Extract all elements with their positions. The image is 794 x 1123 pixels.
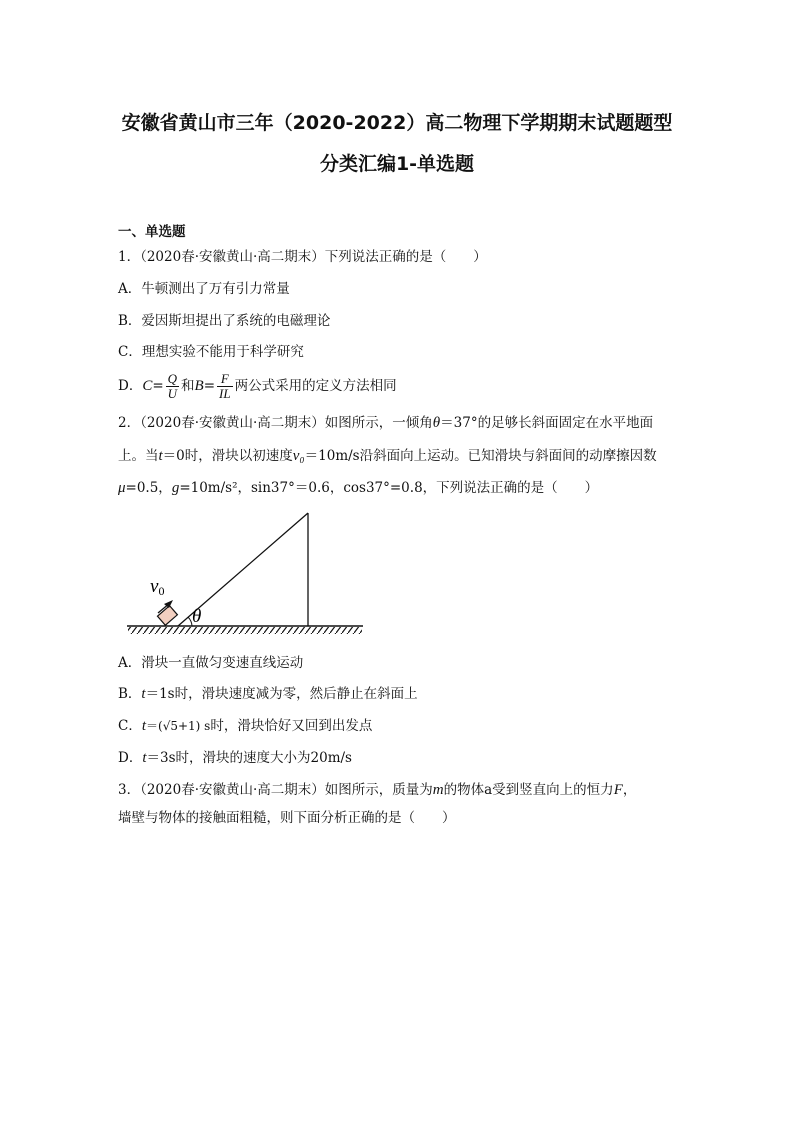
text: =0.5， xyxy=(125,480,172,496)
text: 3．（2020春·安徽黄山·高二期末）如图所示，质量为 xyxy=(118,782,433,798)
var-f: F xyxy=(613,782,623,798)
var-g: g xyxy=(171,480,180,496)
option-prefix: B． xyxy=(118,686,142,702)
var-v0: v₀ xyxy=(292,448,305,464)
option-prefix: D． xyxy=(118,750,143,766)
numerator: F xyxy=(217,372,233,387)
time-expression: ＝(√5+1) s xyxy=(146,719,211,733)
text: ＝0时，滑块以初速度 xyxy=(162,448,293,464)
var-b: B xyxy=(194,378,204,394)
text: ＝10m/s沿斜面向上运动。已知滑块与斜面间的动摩擦因数 xyxy=(304,448,657,464)
option-prefix: C． xyxy=(118,718,142,734)
velocity-label: v0 xyxy=(150,576,165,598)
option-text: 时，滑块恰好又回到出发点 xyxy=(210,718,373,734)
denominator: IL xyxy=(219,386,231,401)
q1-option-d: D．C= $\frac{Q}{U}$ 和B= $\frac{F}{IL}$ 两公式采用的定义方法相同 xyxy=(118,371,397,401)
q1-option-a: A．牛顿测出了万有引力常量 xyxy=(118,281,290,297)
q3-stem-line1 xyxy=(118,781,636,799)
fraction-f-il xyxy=(217,372,233,401)
denominator: U xyxy=(167,386,178,401)
text: 2．（2020春·安徽黄山·高二期末）如图所示，一倾角 xyxy=(118,415,433,431)
text: ， xyxy=(622,782,637,798)
option-text: 两公式采用的定义方法相同 xyxy=(234,378,397,394)
q2-option-c xyxy=(118,717,372,735)
document-title-line2: 分类汇编1-单选题 xyxy=(319,153,475,175)
conj: 和 xyxy=(181,378,195,394)
var-mu: μ xyxy=(118,480,126,496)
var-c: C xyxy=(142,378,153,394)
q2-stem-line3 xyxy=(118,479,598,497)
q1-option-b: B．爱因斯坦提出了系统的电磁理论 xyxy=(118,313,331,329)
q2-option-d xyxy=(118,749,352,767)
q1-stem: 1．（2020春·安徽黄山·高二期末）下列说法正确的是（ ） xyxy=(118,249,487,265)
option-prefix: D． xyxy=(118,378,143,394)
var-t: t xyxy=(142,750,147,766)
var-theta: θ xyxy=(432,415,441,431)
q1-option-c: C．理想实验不能用于科学研究 xyxy=(118,344,304,360)
var-m: m xyxy=(432,782,444,798)
text: ＝37°的足够长斜面固定在水平地面 xyxy=(440,415,654,431)
option-text: ＝3s时，滑块的速度大小为20m/s xyxy=(146,750,352,766)
slider-block xyxy=(157,606,177,626)
document-title-line1: 安徽省黄山市三年（2020-2022）高二物理下学期期末试题题型 xyxy=(121,112,673,134)
fraction-q-u xyxy=(166,372,179,401)
section-heading: 一、单选题 xyxy=(118,224,186,240)
option-text: ＝1s时，滑块速度减为零，然后静止在斜面上 xyxy=(145,686,418,702)
text: =10m/s²，sin37°＝0.6，cos37°=0.8，下列说法正确的是（ ） xyxy=(179,480,599,496)
text: 上。当 xyxy=(118,448,159,464)
angle-label: θ xyxy=(192,606,202,627)
q2-option-a: A．滑块一直做匀变速直线运动 xyxy=(118,655,304,671)
var-t: t xyxy=(141,686,146,702)
q3-stem-line2: 墙壁与物体的接触面粗糙，则下面分析正确的是（ ） xyxy=(118,810,456,826)
var-t: t xyxy=(158,448,163,464)
text: 的物体a受到竖直向上的恒力 xyxy=(443,782,614,798)
incline-diagram xyxy=(120,505,370,635)
q2-stem-line1 xyxy=(118,414,653,432)
q2-stem-line2 xyxy=(118,447,657,465)
var-t: t xyxy=(141,718,147,734)
q2-option-b xyxy=(118,685,418,703)
ground-hatching xyxy=(128,627,362,634)
numerator: Q xyxy=(167,371,178,386)
